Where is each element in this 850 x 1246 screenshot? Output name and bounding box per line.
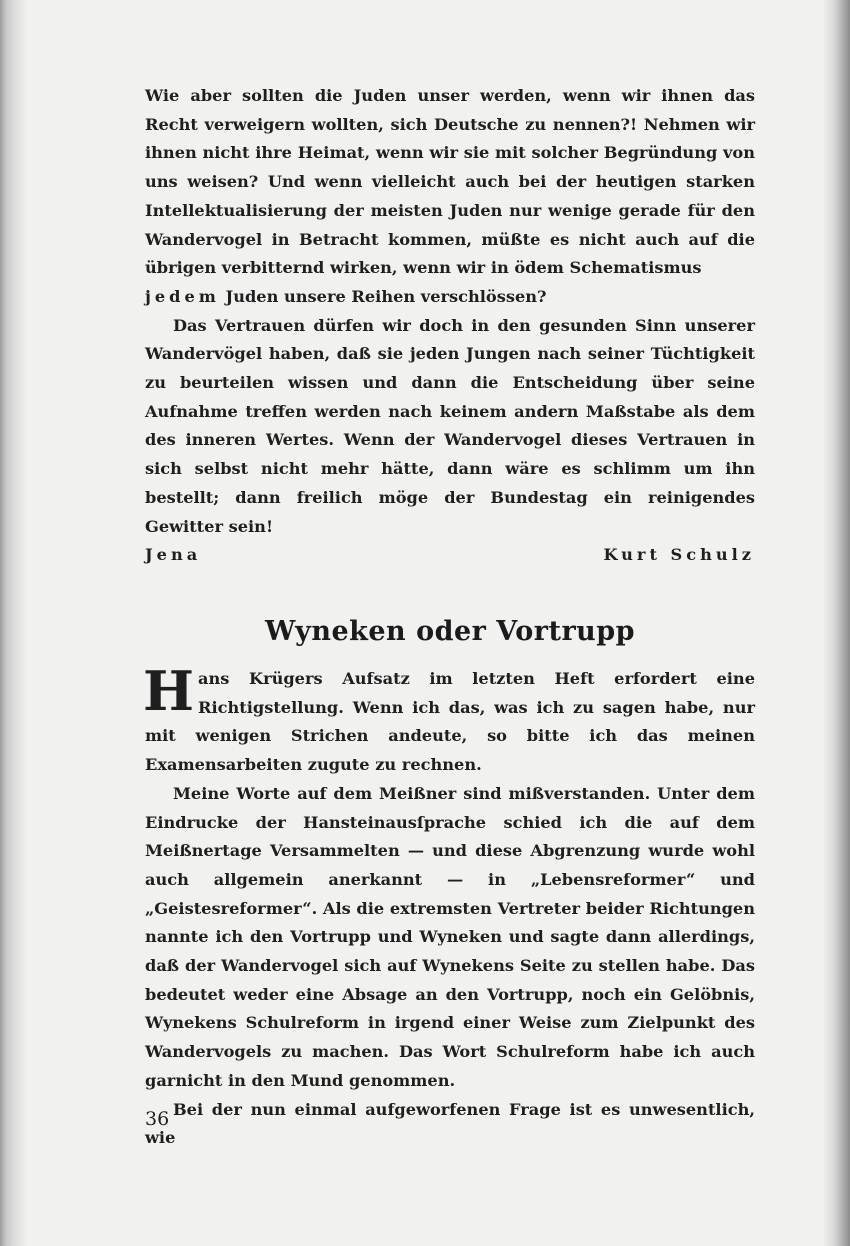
page-number: 36 (145, 1108, 170, 1130)
signature-place: Jena (145, 545, 202, 565)
signature-line (145, 541, 755, 570)
page-edge-right (824, 0, 850, 1246)
signature-author: Kurt Schulz (603, 545, 755, 565)
article-2-lead-paragraph: Hans Krügers Aufsatz im letzten Heft erfordert eine Richtigstellung. Wenn ich das, was ich zu sagen habe, nur mit wenigen Strichen andeute, so bitte ich das meinen Examensarbeiten zugute zu rechnen. (143, 659, 755, 775)
article-1-paragraph-2: Das Vertrauen dürfen wir doch in den gesunden Sinn unserer Wandervögel haben, daß sie jeden Jungen nach seiner Tüchtigkeit zu beurteilen wissen und dann die Entscheidung über seine Aufnahme treffen werden nach keinem andern Maßstabe als dem des inneren Wertes. Wenn der Wandervogel dieses Vertrauen in sich selbst nicht mehr hätte, dann wäre es schlimm um ihn bestellt; dann freilich möge der Bundestag ein reinigendes Gewitter sein! (145, 315, 755, 536)
article-1-paragraph-1: Wie aber sollten die Juden unser werden, wenn wir ihnen das Recht verweigern wollten, sich Deutsche zu nennen?! Nehmen wir ihnen nicht ihre Heimat, wenn wir sie mit solcher Begründung von uns weisen? Und wenn vielleicht auch bei der heutigen starken Intellektualisierung der meisten Juden nur wenige gerade für den Wandervogel in Betracht kommen, müßte es nicht auch auf die übrigen verbitternd wirken, wenn wir in ödem Schematismus jedem Juden unsere Reihen verschlössen? (145, 86, 755, 306)
drop-cap: H (143, 659, 195, 723)
page-edge-left (0, 0, 26, 1246)
article-2-paragraph-2: Meine Worte auf dem Meißner sind mißverstanden. Unter dem Eindrucke der Hansteinausſprache schied ich die auf dem Meißnertage Versammelten — und diese Abgrenzung wurde wohl auch allgemein anerkannt — in „Lebensreformer“ und „Geistesreformer“. Als die extremsten Vertreter beider Richtungen nannte ich den Vortrupp und Wyneken und sagte dann allerdings, daß der Wandervogel sich auf Wynekens Seite zu stellen habe. Das bedeutet weder eine Absage an den Vortrupp, noch ein Gelöbnis, Wynekens Schulreform in irgend einer Weise zum Zielpunkt des Wandervogels zu machen. Das Wort Schulreform habe ich auch garnicht in den Mund genommen. (145, 783, 755, 1090)
article-2-paragraph-3: Bei der nun einmal aufgeworfenen Frage ist es unwesentlich, wie (145, 1099, 755, 1148)
emphasis-word: jedem (145, 286, 220, 306)
article-2-title: Wyneken oder Vortrupp (264, 616, 636, 647)
article-2 (143, 659, 755, 1153)
article-1 (145, 82, 755, 570)
